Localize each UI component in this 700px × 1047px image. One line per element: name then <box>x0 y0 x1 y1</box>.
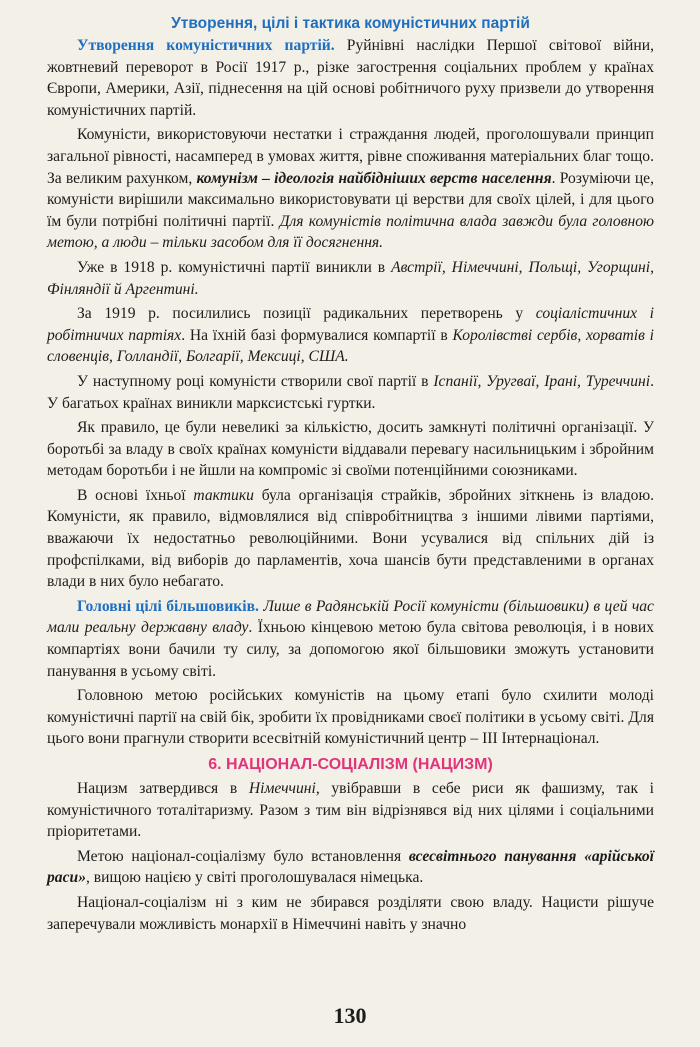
paragraph-text: В основі їхньої <box>77 486 194 504</box>
paragraph-bolshevik-goals <box>47 596 654 682</box>
paragraph-text: Нацизм затвердився в <box>77 780 249 797</box>
emphasis-tactics: тактики <box>193 486 254 504</box>
chapter-heading-nazism: 6. НАЦІОНАЛ-СОЦІАЛІЗМ (НАЦИЗМ) <box>208 756 493 773</box>
paragraph-text: була організація страйків, збройних зіткнень із владою. Комуністи, як правило, відмовлялися від співробітництва з іншими лівими партіями, вважаючи їх недостатньо революційними. Вони усувалися від спільних дій із профспілками, від виборів до парламентів, хоча шансів бути представленими в органах влади в них було небагато. <box>47 486 654 591</box>
paragraph-communists <box>47 124 654 254</box>
paragraph-text: Комуністи, використовуючи нестатки і страждання людей, проголошували принцип загальної рівності, насамперед в умовах життя, рівне споживання матеріальних благ тощо. За великим рахунком, <box>47 126 654 187</box>
paragraph-text: Метою націонал-соціалізму було встановлення <box>77 847 409 865</box>
section-heading: Утворення, цілі і тактика комуністичних партій <box>171 15 530 32</box>
emphasis-countries: Австрії, Німеччині, Польщі, Угорщині, Фінляндії й Аргентині. <box>47 258 654 298</box>
paragraph-text: Руйнівні наслідки Першої світової війни, жовтневий переворот в Росії 1917 р., різке загострення соціальних проблем у країнах Європи, Америки, Азії, піднесення на цій основі робітничого руху призвели до утворення комуністичних партій. <box>47 37 654 119</box>
emphasis-ideology: комунізм – ідеологія найбідніших верств населення <box>196 169 552 187</box>
paragraph-ns-goal <box>47 846 654 889</box>
emphasis-domination: всесвітнього панування «арійської раси» <box>47 847 654 887</box>
paragraph-organizations: Як правило, це були невеликі за кількістю, досить замкнуті політичні організації. У боротьбі за владу в своїх країнах комуністи віддавали перевагу насильницьким і збройним методам боротьби і не йшли на компроміс зі своїми потенційними союзниками. <box>47 419 654 480</box>
paragraph-text: Уже в 1918 р. комуністичні партії виникли в <box>77 258 392 276</box>
emphasis-parties: соціалістичних і робітничих партіях <box>47 305 654 344</box>
emphasis-soviet-russia: Лише в Радянській Росії комуністи (більшовики) в цей час мали реальну державну владу <box>47 597 654 637</box>
paragraph-ns-power: Націонал-соціалізм ні з ким не збирався розділяти свою владу. Нацисти рішуче заперечували можливість монархії в Німеччині навіть у значно <box>47 893 654 933</box>
paragraph-nazism <box>47 778 654 843</box>
paragraph-1919 <box>47 303 654 368</box>
emphasis-germany: Німеччині <box>248 780 316 797</box>
lead-bolshevik-goals: Головні цілі більшовиків. <box>77 597 259 615</box>
paragraph-text: . Їхньою кінцевою метою була світова революція, і в нових компартіях вони бачили ту силу, за допомогою якої більшовики зможуть установити панування в усьому світі. <box>47 619 654 680</box>
page-number: 130 <box>333 1003 367 1028</box>
paragraph-text: За 1919 р. посилились позиції радикальних перетворень у <box>77 305 536 323</box>
paragraph-formation <box>47 35 654 121</box>
paragraph-text: , вищою нацією у світі проголошувалася німецька. <box>85 869 424 887</box>
paragraph-tactics <box>47 485 654 593</box>
lead-formation: Утворення комуністичних партій. <box>77 37 335 54</box>
emphasis-countries: Королівстві сербів, хорватів і словенців, Голландії, Болгарії, Мексиці, США. <box>47 326 654 366</box>
paragraph-text: . Розуміючи це, комуністи вирішили максимально використовувати ці верстви для своїх цілей, і для цього їм були потрібні політичні партії. <box>47 169 654 230</box>
emphasis-countries: Іспанії, Уругваї, Ірані, Туреччині <box>433 372 651 390</box>
paragraph-text: . На їхній базі формувалися компартії в <box>181 326 453 344</box>
paragraph-main-goal: Головною метою російських комуністів на цьому етапі було схилити молоді комуністичні партії на свій бік, зробити їх провідниками своєї політики в усьому світі. Для цього вони прагнули створити всесвітній комуністичний центр – ІІІ Інтернаціонал. <box>47 687 654 748</box>
paragraph-text: , увібравши в себе риси як фашизму, так і комуністичного тоталітаризму. Разом з тим він відрізнявся від них цілями і соціальними пріоритетами. <box>47 780 654 841</box>
paragraph-text: . У багатьох країнах виникли марксистські гуртки. <box>47 372 654 412</box>
paragraph-next-year <box>47 371 654 414</box>
paragraph-1918 <box>47 257 654 300</box>
emphasis-power: Для комуністів політична влада завжди була головною метою, а люди – тільки засобом для її досягнення. <box>47 212 655 252</box>
paragraph-text: У наступному році комуністи створили свої партії в <box>77 372 434 390</box>
